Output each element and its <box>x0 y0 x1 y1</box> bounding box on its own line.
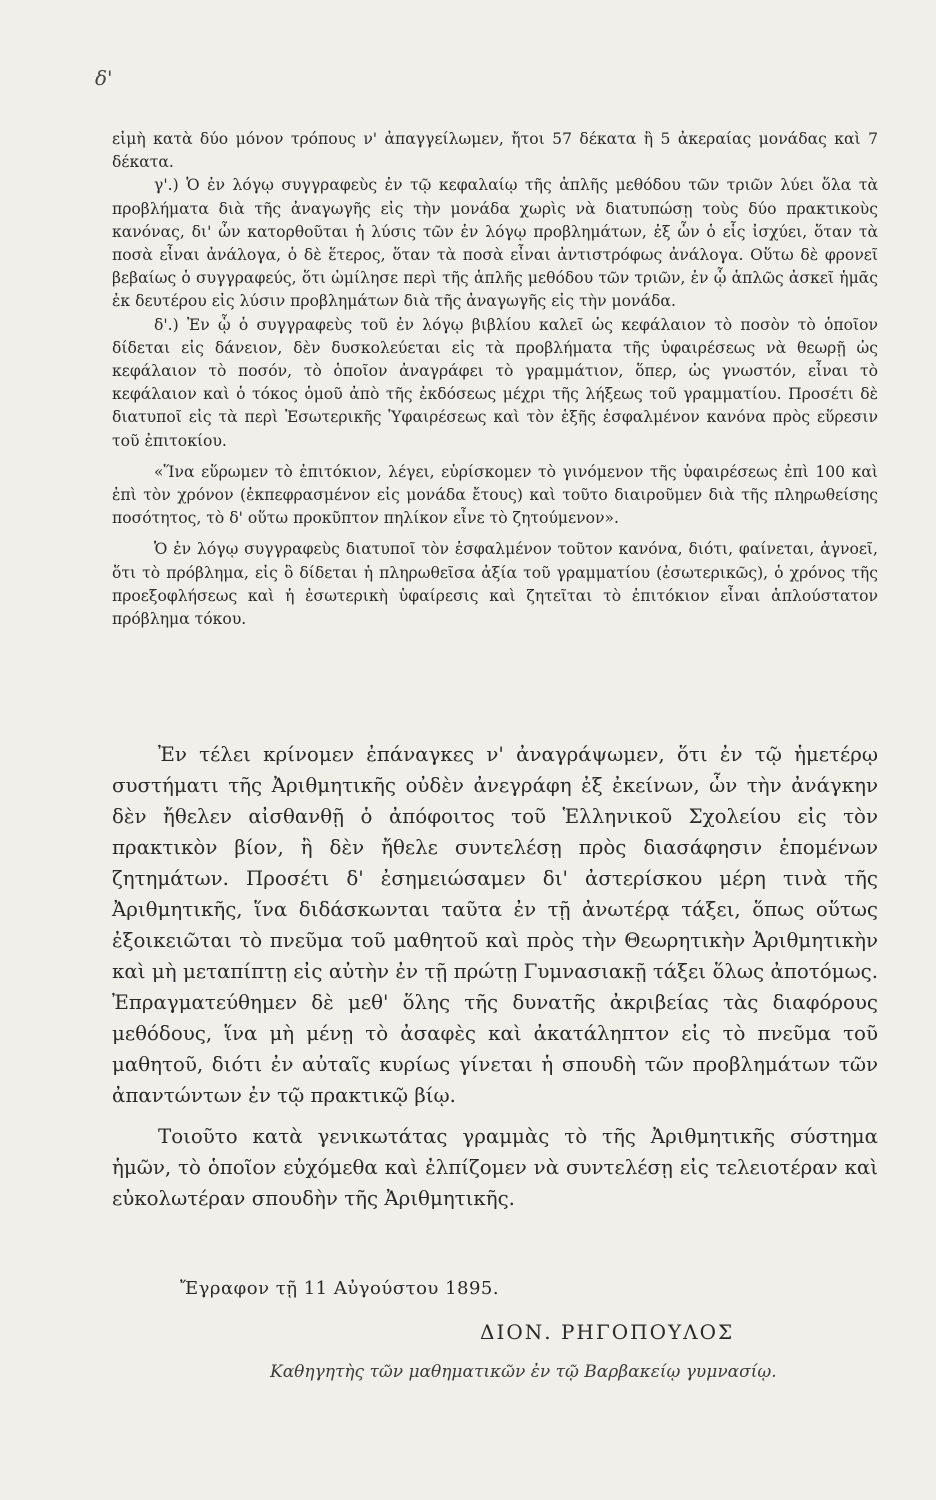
paragraph-summary: Τοιοῦτο κατὰ γενικωτάτας γραμμὰς τὸ τῆς Ἀριθμητικῆς σύστημα ἡμῶν, τὸ ὁποῖον εὐχόμεθα καὶ ἐλπίζομεν νὰ συντελέσῃ εἰς τελειοτέραν καὶ εὐκολωτέραν σπουδὴν τῆς Ἀριθμητικῆς. <box>112 1125 878 1210</box>
conclusion-section <box>112 739 878 1214</box>
paragraph-delta: δ'.) Ἐν ᾧ ὁ συγγραφεὺς τοῦ ἐν λόγῳ βιβλίου καλεῖ ὡς κεφάλαιον τὸ ποσὸν τὸ ὁποῖον δίδεται εἰς δάνειον, δὲν δυσκολεύεται εἰς τὰ προβλήματα τῆς ὑφαιρέσεως νὰ θεωρῇ ὡς κεφάλαιον τὸ ποσόν, τὸ ὁποῖον ἀναγράφει τὸ γραμμάτιον, ὅπερ, ὡς γνωστόν, εἶναι τὸ κεφάλαιον καὶ ὁ τόκος ὁμοῦ ἀπὸ τῆς ἐκδόσεως μέχρι τῆς λήξεως τοῦ γραμματίου. Προσέτι δὲ διατυποῖ εἰς τὰ περὶ Ἐσωτερικῆς Ὑφαιρέσεως καὶ τὸν ἑξῆς ἐσφαλμένον κανόνα πρὸς εὕρεσιν τοῦ ἐπιτοκίου. <box>112 315 878 450</box>
paragraph-conclusion: Ἐν τέλει κρίνομεν ἐπάναγκες ν' ἀναγράψωμεν, ὅτι ἐν τῷ ἡμετέρῳ συστήματι τῆς Ἀριθμητικῆς οὐδὲν ἀνεγράφη ἐξ ἐκείνων, ὧν τὴν ἀνάγκην δὲν ἤθελεν αἰσθανθῇ ὁ ἀπόφοιτος τοῦ Ἑλληνικοῦ Σχολείου εἰς τὸν πρακτικὸν βίον, ἢ δὲν ἤθελε συντελέσῃ πρὸς διασάφησιν ἑπομένων ζητημάτων. Προσέτι δ' ἐσημειώσαμεν δι' ἀστερίσκου μέρη τινὰ τῆς Ἀριθμητικῆς, ἵνα διδάσκωνται ταῦτα ἐν τῇ ἀνωτέρᾳ τάξει, ὅπως οὕτως ἐξοικειῶται τὸ πνεῦμα τοῦ μαθητοῦ καὶ πρὸς τὴν Θεωρητικὴν Ἀριθμητικὴν καὶ μὴ μεταπίπτῃ εἰς αὐτὴν ἐν τῇ πρώτῃ Γυμνασιακῇ τάξει ὅλως ἀποτόμως. Ἐπραγματεύθημεν δὲ μεθ' ὅλης τῆς δυνατῆς ἀκριβείας τὰς διαφόρους μεθόδους, ἵνα μὴ μένῃ τὸ ἀσαφὲς καὶ ἀκατάληπτον εἰς τὸ πνεῦμα τοῦ μαθητοῦ, διότι ἐν αὐταῖς κυρίως γίνεται ἡ σπουδὴ τῶν προβλημάτων τῶν ἀπαντώντων ἐν τῷ πρακτικῷ βίῳ. <box>112 743 878 1107</box>
paragraph-continuation: εἰμὴ κατὰ δύο μόνον τρόπους ν' ἀπαγγείλωμεν, ἤτοι 57 δέκατα ἢ 5 ἀκεραίας μονάδας καὶ 7 δέκατα. <box>112 130 878 172</box>
page-number: δ' <box>95 66 113 90</box>
dateline: Ἔγραφον τῇ 11 Αὐγούστου 1895. <box>180 1278 500 1299</box>
critique-section <box>112 128 878 631</box>
paragraph-gamma: γ'.) Ὁ ἐν λόγῳ συγγραφεὺς ἐν τῷ κεφαλαίῳ τῆς ἁπλῆς μεθόδου τῶν τριῶν λύει ὅλα τὰ προβλήματα διὰ τῆς ἀναγωγῆς εἰς τὴν μονάδα χωρὶς νὰ διατυπώσῃ τοὺς δύο πρακτικοὺς κανόνας, δι' ὧν κατορθοῦται ἡ λύσις τῶν ἐν λόγῳ προβλημάτων, ἐξ ὧν ὁ εἷς ἰσχύει, ὅταν τὰ ποσὰ εἶναι ἀνάλογα, ὁ δὲ ἕτερος, ὅταν τὰ ποσὰ εἶναι ἀντιστρόφως ἀνάλογα. Οὕτω δὲ φρονεῖ βεβαίως ὁ συγγραφεύς, ὅτι ὡμίλησε περὶ τῆς ἁπλῆς μεθόδου τῶν τριῶν, ἐν ᾧ ἁπλῶς ἀσκεῖ ἡμᾶς ἐκ δευτέρου εἰς λύσιν προβλημάτων διὰ τῆς ἀναγωγῆς εἰς τὴν μονάδα. <box>112 176 878 311</box>
author-position: Καθηγητὴς τῶν μαθηματικῶν ἐν τῷ Βαρβακείῳ γυμνασίῳ. <box>270 1362 777 1382</box>
paragraph-rebuttal: Ὁ ἐν λόγῳ συγγραφεὺς διατυποῖ τὸν ἐσφαλμένον τοῦτον κανόνα, διότι, φαίνεται, ἀγνοεῖ, ὅτι τὸ πρόβλημα, εἰς ὃ δίδεται ἡ πληρωθεῖσα ἀξία τοῦ γραμματίου (ἐσωτερικῶς), ὁ χρόνος τῆς προεξοφλήσεως καὶ ἡ ἐσωτερικὴ ὑφαίρεσις καὶ ζητεῖται τὸ ἐπιτόκιον εἶναι ἁπλούστατον πρόβλημα τόκου. <box>112 540 878 629</box>
author-signature: ΔΙΟΝ. ΡΗΓΟΠΟΥΛΟΣ <box>480 1320 735 1344</box>
quoted-rule: «Ἵνα εὕρωμεν τὸ ἐπιτόκιον, λέγει, εὑρίσκομεν τὸ γινόμενον τῆς ὑφαιρέσεως ἐπὶ 100 καὶ ἐπὶ τὸν χρόνον (ἐκπεφρασμένον εἰς μονάδα ἔτους) καὶ τοῦτο διαιροῦμεν διὰ τῆς πληρωθείσης ποσότητος, τὸ δ' οὕτω προκῦπτον πηλίκον εἶνε τὸ ζητούμενον». <box>112 462 878 528</box>
